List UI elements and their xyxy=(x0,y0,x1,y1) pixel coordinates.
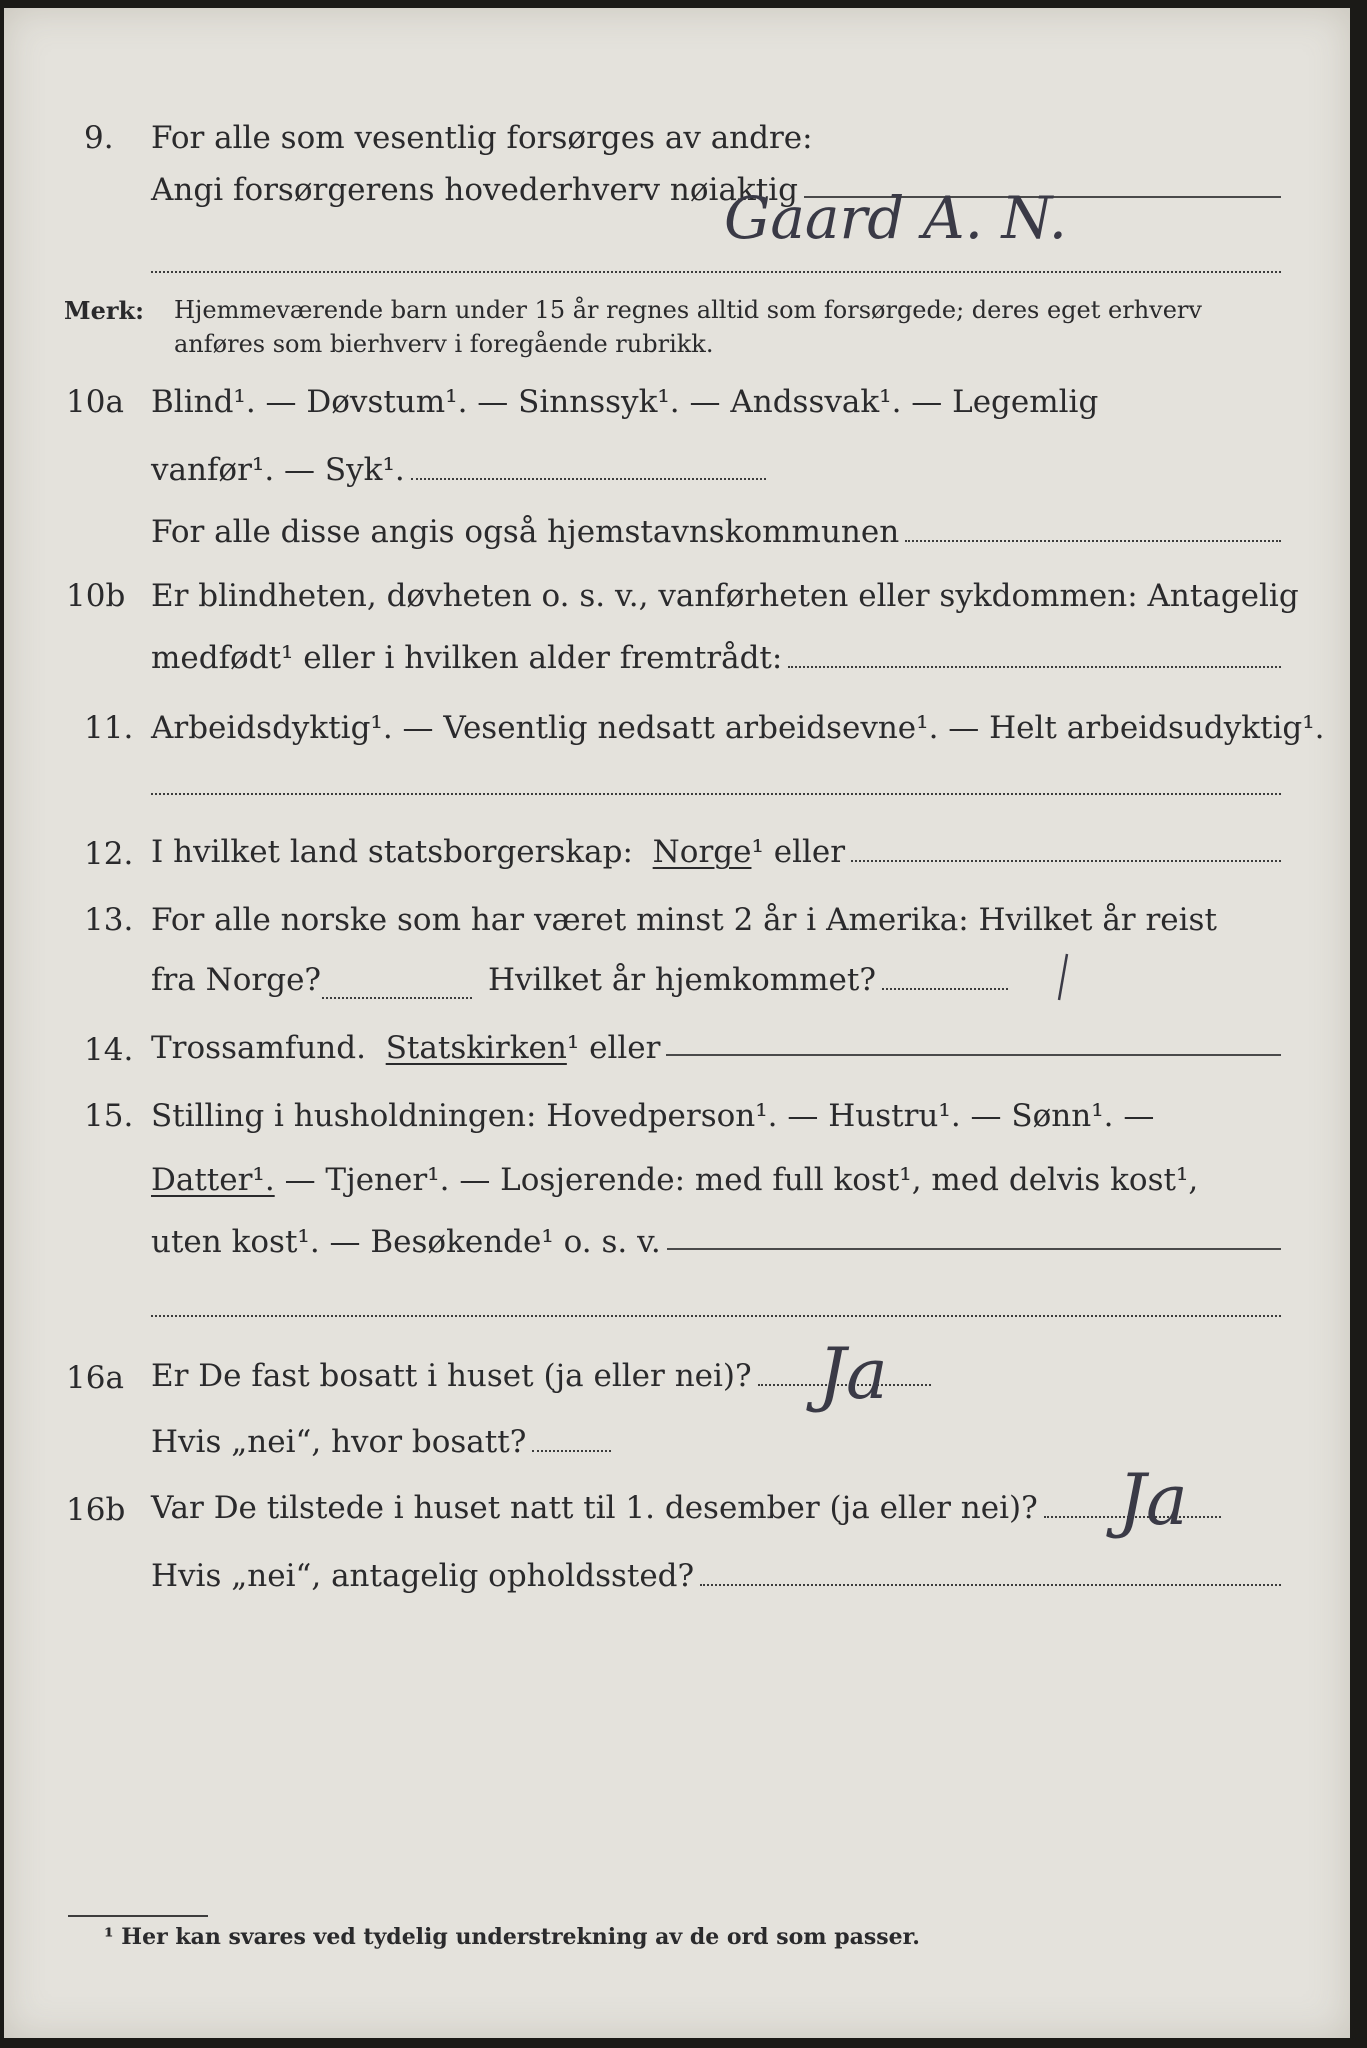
q10b-line2: medfødt¹ eller i hvilken alder fremtrådt: xyxy=(151,640,783,676)
q9-separator xyxy=(151,270,1281,273)
q16b-row2 xyxy=(151,1554,1281,1594)
q16a-answer-text: Ja xyxy=(818,1333,888,1415)
q13-line2b: Hvilket år hjemkommet? xyxy=(488,962,876,998)
q14-religion-field[interactable] xyxy=(666,1053,1281,1056)
q10a-row3 xyxy=(151,510,1281,550)
footnote-rule xyxy=(68,1914,208,1917)
q12-number: 12. xyxy=(84,836,134,872)
q9-line2: Angi forsørgerens hovederhverv nøiaktig xyxy=(151,172,798,208)
q15-datter-underlined: Datter¹. xyxy=(151,1162,275,1198)
q13-row2b xyxy=(488,958,1008,998)
q13-line1: For alle norske som har været minst 2 år i Amerika: Hvilket år reist xyxy=(151,902,1217,938)
q10a-line1: Blind¹. — Døvstum¹. — Sinnssyk¹. — Andssvak¹. — Legemlig xyxy=(151,384,1099,420)
q9-occupation-row xyxy=(151,168,1281,208)
merk-line1: Hjemmeværende barn under 15 år regnes alltid som forsørgede; deres eget erhverv xyxy=(174,296,1202,324)
q16b-answer-field[interactable] xyxy=(1044,1515,1221,1518)
q10a-home-municipality-field[interactable] xyxy=(905,539,1281,542)
q16b-line2: Hvis „nei“, antagelig opholdssted? xyxy=(151,1558,695,1594)
census-form-page xyxy=(4,8,1350,2038)
q12-text xyxy=(151,834,845,870)
q11-number: 11. xyxy=(84,710,134,746)
q10a-number: 10a xyxy=(66,384,124,420)
q10b-row2 xyxy=(151,636,1281,676)
q12-country-field[interactable] xyxy=(851,859,1281,862)
q10a-line2: vanfør¹. — Syk¹. xyxy=(151,452,405,488)
q10b-line1: Er blindheten, døvheten o. s. v., vanførheten eller sykdommen: Antagelig xyxy=(151,578,1299,614)
q15-row3 xyxy=(151,1220,1281,1260)
q10a-sick-field[interactable] xyxy=(411,477,766,480)
q14-row xyxy=(151,1026,1281,1066)
q16a-row1 xyxy=(151,1354,931,1394)
q14-statskirken-underlined: Statskirken xyxy=(385,1030,567,1066)
q16b-line1: Var De tilstede i huset natt til 1. desember (ja eller nei)? xyxy=(151,1490,1038,1526)
q10b-age-field[interactable] xyxy=(788,665,1281,668)
q9-answer-text: Gaard A. N. xyxy=(724,184,1068,252)
q10b-number: 10b xyxy=(66,578,126,614)
q16a-line2: Hvis „nei“, hvor bosatt? xyxy=(151,1424,527,1460)
q14-text xyxy=(151,1030,660,1066)
q13-number: 13. xyxy=(84,902,134,938)
q16a-residence-field[interactable] xyxy=(532,1449,611,1452)
q10a-line3: For alle disse angis også hjemstavnskommunen xyxy=(151,514,900,550)
merk-label: Merk: xyxy=(64,296,144,325)
q12-row xyxy=(151,830,1281,870)
q16a-line1: Er De fast bosatt i huset (ja eller nei)? xyxy=(151,1358,752,1394)
q16b-number: 16b xyxy=(66,1492,126,1528)
q14-or: ¹ eller xyxy=(566,1030,661,1066)
q9-line1: For alle som vesentlig forsørges av andre: xyxy=(151,120,813,156)
q9-answer-line[interactable] xyxy=(804,195,1281,198)
q15-line1: Stilling i husholdningen: Hovedperson¹. — Hustru¹. — Sønn¹. — xyxy=(151,1098,1155,1134)
q15-other-field[interactable] xyxy=(667,1247,1281,1250)
q11-answer-line[interactable] xyxy=(151,792,1281,795)
q14-label: Trossamfund. xyxy=(151,1030,366,1066)
q12-norge-underlined: Norge xyxy=(652,834,752,870)
q11-line1: Arbeidsdyktig¹. — Vesentlig nedsatt arbeidsevne¹. — Helt arbeidsudyktig¹. xyxy=(151,710,1325,746)
q15-line2 xyxy=(151,1162,1198,1198)
q16a-number: 16a xyxy=(66,1360,124,1396)
q15-number: 15. xyxy=(84,1098,134,1134)
q15-line2-rest: — Tjener¹. — Losjerende: med full kost¹, med delvis kost¹, xyxy=(284,1162,1199,1198)
q15-extra-line[interactable] xyxy=(151,1314,1281,1317)
q13-handwritten-mark xyxy=(1049,948,1079,1008)
q13-left-year-field[interactable] xyxy=(322,996,472,999)
q16b-location-field[interactable] xyxy=(700,1583,1281,1586)
merk-line2: anføres som bierhverv i foregående rubrikk. xyxy=(174,330,714,358)
q13-row2a xyxy=(151,958,322,998)
q12-or: ¹ eller xyxy=(751,834,846,870)
q16a-row2 xyxy=(151,1420,611,1460)
q16a-answer-field[interactable] xyxy=(758,1383,931,1386)
q9-number: 9. xyxy=(84,120,114,156)
q14-number: 14. xyxy=(84,1032,134,1068)
q13-return-year-field[interactable] xyxy=(882,987,1008,990)
q10a-row2 xyxy=(151,448,766,488)
q16b-answer-text: Ja xyxy=(1118,1459,1188,1541)
q15-line3: uten kost¹. — Besøkende¹ o. s. v. xyxy=(151,1224,661,1260)
q13-line2a: fra Norge? xyxy=(151,962,322,998)
footnote: ¹ Her kan svares ved tydelig understrekning av de ord som passer. xyxy=(104,1924,920,1950)
q16b-row1 xyxy=(151,1486,1221,1526)
q12-label: I hvilket land statsborgerskap: xyxy=(151,834,633,870)
